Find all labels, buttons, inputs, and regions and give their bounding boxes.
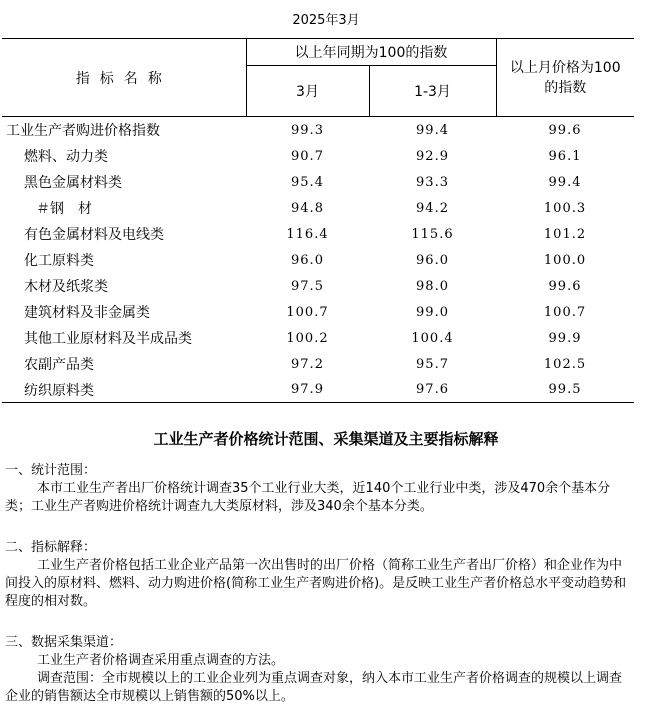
table-row [2,377,634,403]
definitions-heading: 二、指标解释： [5,540,97,555]
row-label: 有色金属材料及电线类 [24,227,164,243]
section-definitions [5,539,630,611]
cumulative-value: 115.6 [411,226,454,242]
yoy-group-header: 以上年同期为100的指数 [246,39,496,66]
indicator-name-header: 指标名称 [2,39,246,117]
month-value: 99.3 [291,122,324,138]
mom-value: 100.3 [543,200,587,216]
mom-header-line2: 的指数 [544,79,587,96]
mom-value: 100.7 [543,304,587,320]
table-row [2,221,634,247]
row-label: 纺织原料类 [2,377,246,403]
cumulative-value: 100.4 [411,330,454,346]
mom-header-line1: 以上月价格为100 [509,59,621,76]
month-value: 97.9 [246,377,369,403]
cumulative-value: 92.9 [416,148,449,164]
mom-value: 99.6 [548,122,582,138]
cumulative-value: 94.2 [416,200,449,216]
mom-header [496,39,634,117]
table-row [2,143,634,169]
report-date: 2025年3月 [292,13,360,28]
mom-value: 100.0 [543,252,587,268]
table-row [2,247,634,273]
mom-value: 99.5 [496,377,634,403]
mom-value: 99.9 [548,330,582,346]
month-col-header: 3月 [246,66,369,117]
row-label: 工业生产者购进价格指数 [6,123,160,139]
month-value: 97.2 [291,356,324,372]
month-value: 90.7 [291,148,324,164]
price-index-table [2,38,634,403]
mom-value: 101.2 [543,226,587,242]
mom-value: 99.4 [548,174,582,190]
definitions-text: 工业生产者价格包括工业企业产品第一次出售时的出厂价格（简称工业生产者出厂价格）和企业作为中间投入的原材料、燃料、动力购进价格(简称工业生产者购进价格)。是反映工业生产者价格总水平变动趋势和程度的相对数。 [5,558,627,609]
row-label: 化工原料类 [24,253,94,269]
table-row [2,273,634,299]
section-collection [5,634,630,706]
row-label: 木材及纸浆类 [24,279,108,295]
mom-value: 102.5 [543,356,587,372]
month-value: 94.8 [291,200,324,216]
collection-heading: 三、数据采集渠道： [5,635,123,650]
cumulative-value: 97.6 [369,377,496,403]
table-row [2,351,634,377]
cumulative-value: 93.3 [416,174,449,190]
month-value: 96.0 [291,252,324,268]
table-row [2,169,634,195]
scope-text: 本市工业生产者出厂价格统计调查35个工业行业大类，近140个工业行业中类，涉及470余个基本分类；工业生产者购进价格统计调查九大类原材料，涉及340余个基本分类。 [5,481,611,514]
month-value: 95.4 [291,174,324,190]
scope-heading: 一、统计范围： [5,463,97,478]
row-label: 黑色金属材料类 [24,175,122,191]
month-value: 100.2 [286,330,329,346]
row-label: ＃钢 材 [36,201,92,217]
cumulative-value: 95.7 [416,356,449,372]
table-row [2,325,634,351]
month-value: 116.4 [286,226,329,242]
mom-value: 99.6 [548,278,582,294]
cumulative-value: 99.4 [416,122,449,138]
cumulative-value: 98.0 [416,278,449,294]
notes-title: 工业生产者价格统计范围、采集渠道及主要指标解释 [153,430,499,448]
collection-method: 工业生产者价格调查采用重点调查的方法。 [37,653,285,668]
row-label: 农副产品类 [24,357,94,373]
table-row [2,195,634,221]
table-row [2,299,634,325]
row-label: 建筑材料及非金属类 [24,305,150,321]
table-row [2,117,634,144]
row-label: 其他工业原材料及半成品类 [24,331,192,347]
cumulative-value: 99.0 [416,304,449,320]
cumulative-value: 96.0 [416,252,449,268]
section-scope [5,462,630,516]
cumulative-col-header: 1-3月 [369,66,496,117]
row-label: 燃料、动力类 [24,149,108,165]
month-value: 100.7 [286,304,329,320]
mom-value: 96.1 [548,148,582,164]
month-value: 97.5 [291,278,324,294]
collection-scope: 调查范围：全市规模以上的工业企业列为重点调查对象，纳入本市工业生产者价格调查的规模以上调查企业的销售额达全市规模以上销售额的50%以上。 [5,671,623,704]
